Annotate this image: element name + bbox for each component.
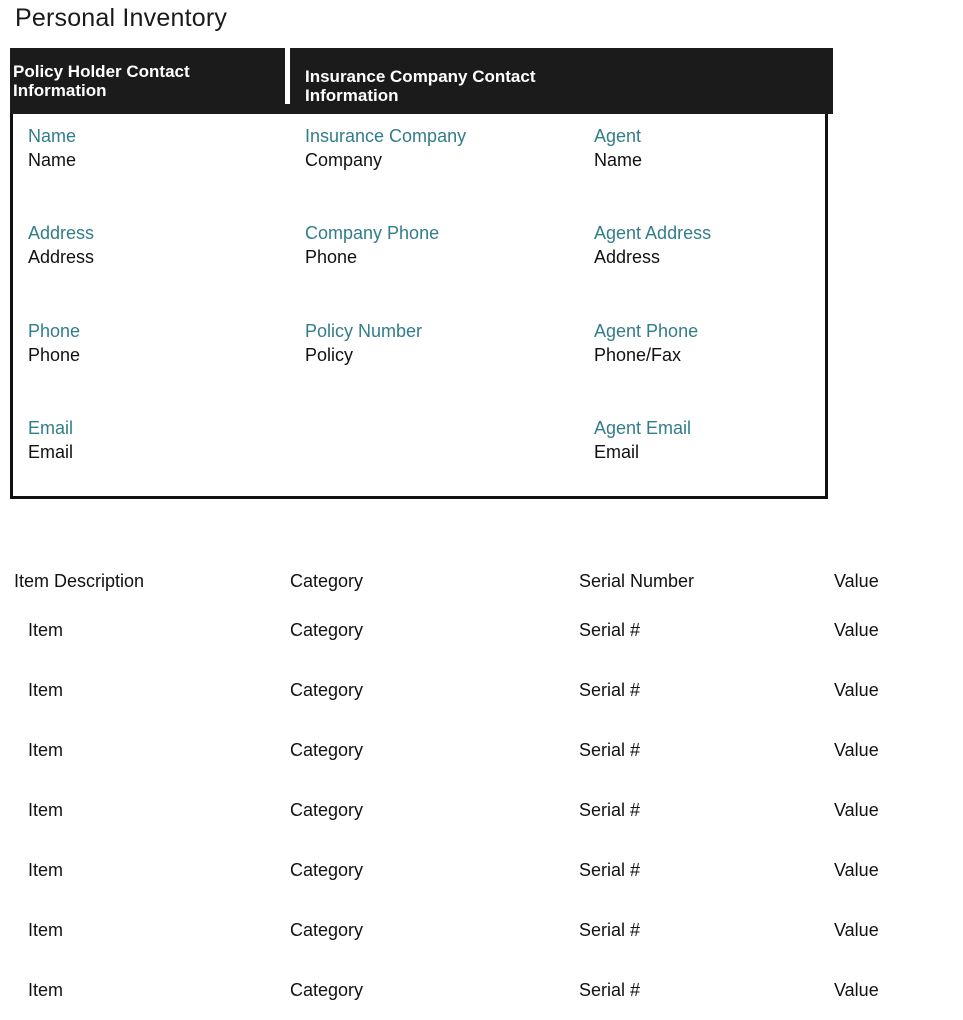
holder-name-value[interactable]: Name <box>28 150 77 170</box>
serial-cell[interactable]: Serial # <box>579 800 641 820</box>
holder-address-field <box>28 221 94 269</box>
holder-email-label: Email <box>28 418 74 438</box>
holder-address-label: Address <box>28 223 95 243</box>
inventory-header-row <box>0 566 963 596</box>
agent-address-value[interactable]: Address <box>594 247 661 267</box>
value-cell[interactable]: Value <box>834 860 879 880</box>
item-cell[interactable]: Item <box>28 920 64 940</box>
category-cell[interactable]: Category <box>290 920 364 940</box>
serial-cell[interactable]: Serial # <box>579 860 641 880</box>
agent-name-value[interactable]: Name <box>594 150 643 170</box>
category-cell[interactable]: Category <box>290 860 364 880</box>
table-row <box>0 915 963 945</box>
category-cell[interactable]: Category <box>290 680 364 700</box>
company-name-value[interactable]: Company <box>305 150 383 170</box>
table-row <box>0 855 963 885</box>
agent-email-label: Agent Email <box>594 418 692 438</box>
holder-address-value[interactable]: Address <box>28 247 95 267</box>
agent-email-field <box>594 416 691 464</box>
header-category: Category <box>290 571 364 591</box>
agent-phone-value[interactable]: Phone/Fax <box>594 345 682 365</box>
company-phone-value[interactable]: Phone <box>305 247 358 267</box>
page-title: Personal Inventory <box>15 4 228 32</box>
category-cell[interactable]: Category <box>290 800 364 820</box>
agent-email-value[interactable]: Email <box>594 442 640 462</box>
header-item-description: Item Description <box>14 571 145 591</box>
value-cell[interactable]: Value <box>834 980 879 1000</box>
header-divider <box>285 48 290 104</box>
agent-address-label: Agent Address <box>594 223 712 243</box>
item-cell[interactable]: Item <box>28 860 64 880</box>
agent-name-field <box>594 124 642 172</box>
serial-cell[interactable]: Serial # <box>579 680 641 700</box>
table-row <box>0 795 963 825</box>
table-row <box>0 615 963 645</box>
policy-number-label: Policy Number <box>305 321 423 341</box>
holder-email-field <box>28 416 73 464</box>
policy-number-value[interactable]: Policy <box>305 345 354 365</box>
value-cell[interactable]: Value <box>834 680 879 700</box>
serial-cell[interactable]: Serial # <box>579 740 641 760</box>
table-row <box>0 675 963 705</box>
value-cell[interactable]: Value <box>834 800 879 820</box>
policy-holder-header: Policy Holder Contact Information <box>13 62 190 100</box>
holder-name-label: Name <box>28 126 77 146</box>
header-value: Value <box>834 571 879 591</box>
company-phone-field <box>305 221 439 269</box>
value-cell[interactable]: Value <box>834 620 879 640</box>
insurance-company-header: Insurance Company Contact Information <box>305 67 536 105</box>
holder-name-field <box>28 124 76 172</box>
header-serial-number: Serial Number <box>579 571 695 591</box>
value-cell[interactable]: Value <box>834 740 879 760</box>
table-row <box>0 735 963 765</box>
category-cell[interactable]: Category <box>290 740 364 760</box>
company-name-field <box>305 124 466 172</box>
agent-address-field <box>594 221 711 269</box>
item-cell[interactable]: Item <box>28 980 64 1000</box>
item-cell[interactable]: Item <box>28 740 64 760</box>
serial-cell[interactable]: Serial # <box>579 980 641 1000</box>
holder-phone-value[interactable]: Phone <box>28 345 81 365</box>
serial-cell[interactable]: Serial # <box>579 620 641 640</box>
holder-phone-label: Phone <box>28 321 81 341</box>
agent-name-label: Agent <box>594 126 642 146</box>
category-cell[interactable]: Category <box>290 620 364 640</box>
item-cell[interactable]: Item <box>28 800 64 820</box>
serial-cell[interactable]: Serial # <box>579 920 641 940</box>
agent-phone-field <box>594 319 698 367</box>
value-cell[interactable]: Value <box>834 920 879 940</box>
item-cell[interactable]: Item <box>28 620 64 640</box>
agent-phone-label: Agent Phone <box>594 321 699 341</box>
holder-email-value[interactable]: Email <box>28 442 74 462</box>
item-cell[interactable]: Item <box>28 680 64 700</box>
company-phone-label: Company Phone <box>305 223 440 243</box>
category-cell[interactable]: Category <box>290 980 364 1000</box>
table-row <box>0 975 963 1005</box>
policy-number-field <box>305 319 422 367</box>
company-name-label: Insurance Company <box>305 126 467 146</box>
holder-phone-field <box>28 319 80 367</box>
contact-box <box>10 48 828 499</box>
